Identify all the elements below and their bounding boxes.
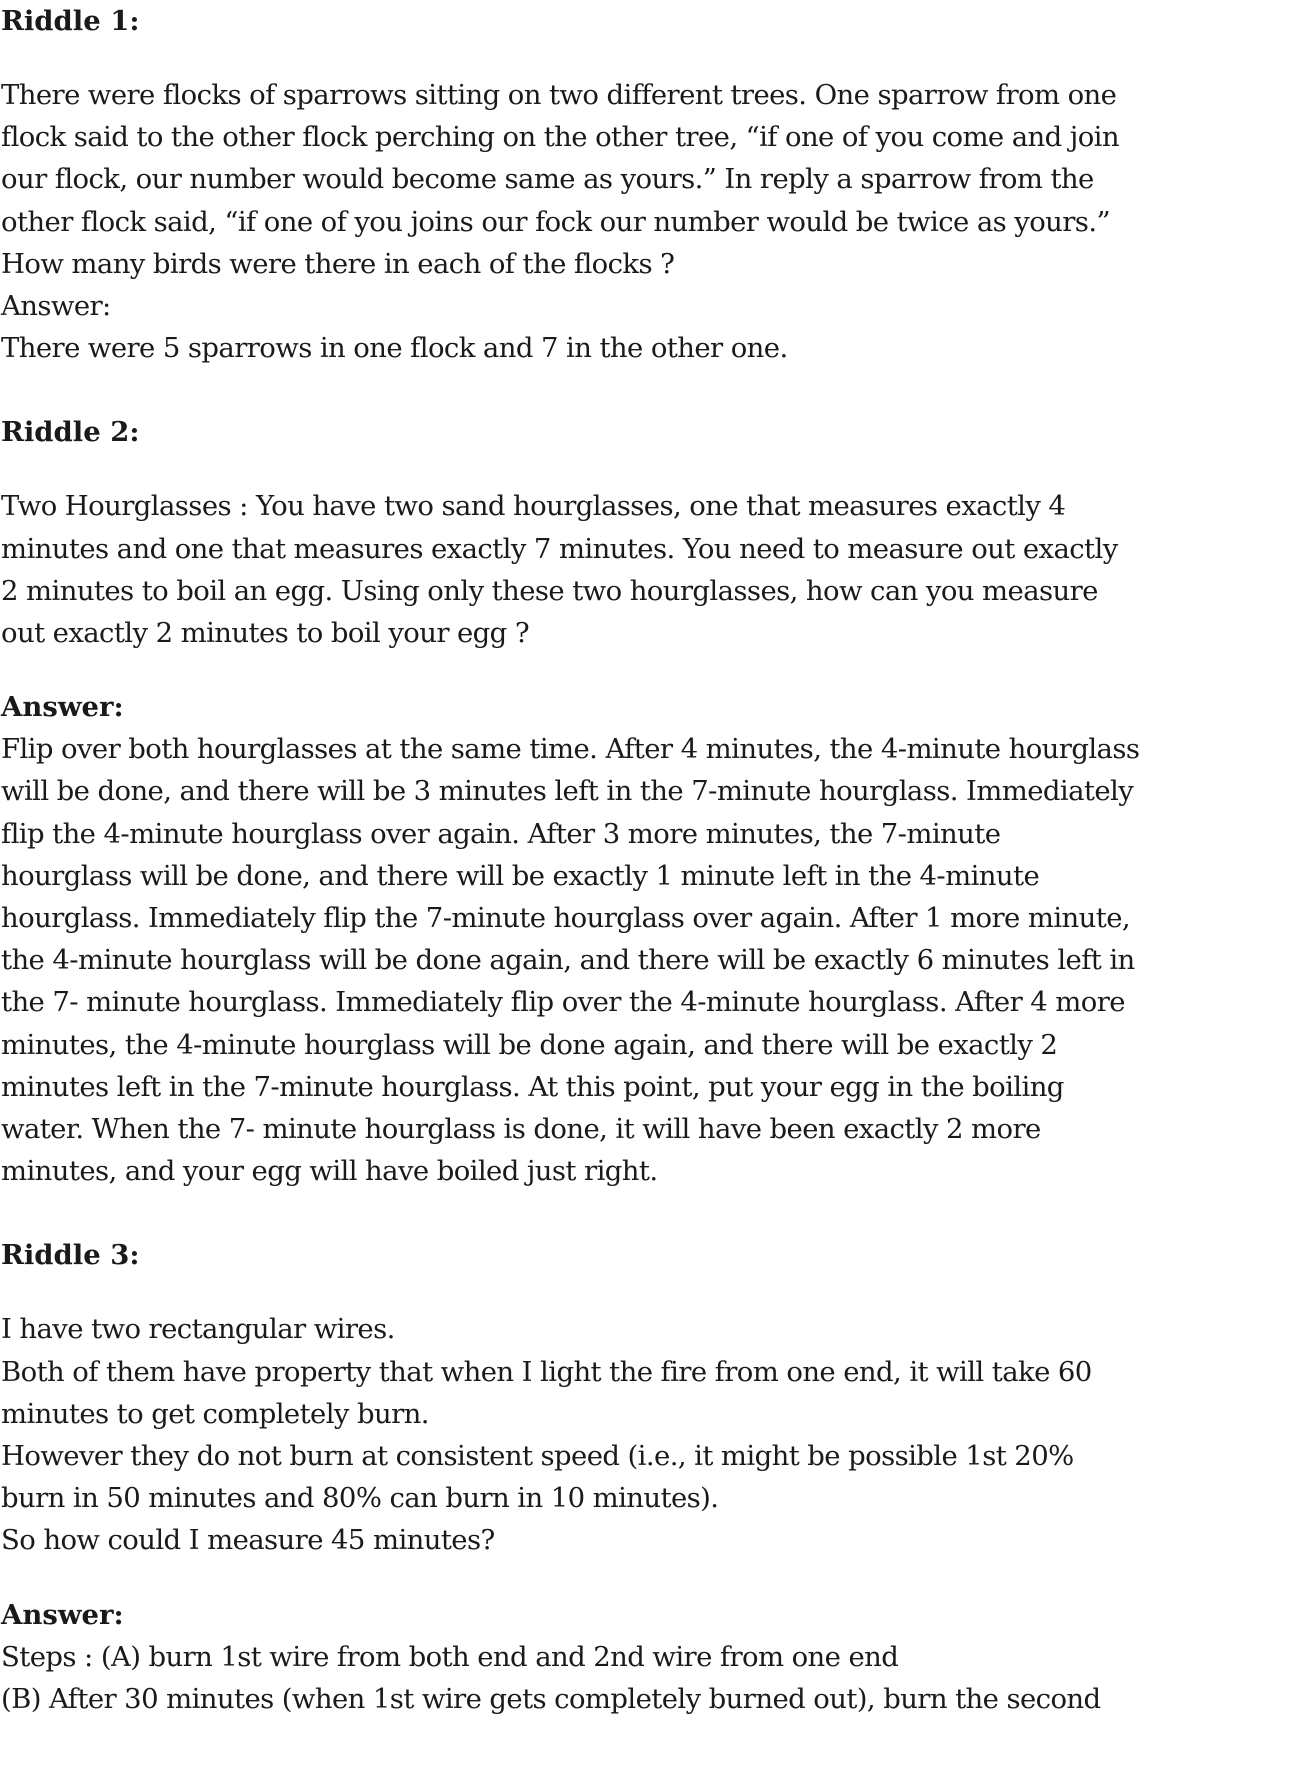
- riddle-3-line: minutes to get completely burn.: [1, 1397, 429, 1430]
- riddle-2-answer-line: the 7- minute hourglass. Immediately flip over the 4-minute hourglass. After 4 more: [1, 986, 1125, 1019]
- riddle-3-answer-label: Answer:: [1, 1598, 124, 1631]
- riddle-3-line: I have two rectangular wires.: [1, 1313, 395, 1346]
- riddle-2-answer-line: hourglass will be done, and there will be exactly 1 minute left in the 4-minute: [1, 859, 1040, 892]
- riddle-2-answer-line: flip the 4-minute hourglass over again. After 3 more minutes, the 7-minute: [1, 817, 1001, 850]
- riddle-2-answer-line: minutes left in the 7-minute hourglass. At this point, put your egg in the boiling: [1, 1070, 1064, 1103]
- riddle-2-heading: Riddle 2:: [1, 416, 140, 449]
- riddle-2-section: [1, 411, 1296, 1192]
- riddle-2-line: 2 minutes to boil an egg. Using only these two hourglasses, how can you measure: [1, 574, 1098, 607]
- riddle-1-line: How many birds were there in each of the flocks ?: [1, 247, 675, 280]
- riddle-2-line: Two Hourglasses : You have two sand hourglasses, one that measures exactly 4: [1, 490, 1066, 523]
- riddle-2-answer-line: Flip over both hourglasses at the same time. After 4 minutes, the 4-minute hourglass: [1, 733, 1140, 766]
- riddle-3-heading: Riddle 3:: [1, 1239, 140, 1272]
- riddle-3-line: However they do not burn at consistent speed (i.e., it might be possible 1st 20%: [1, 1440, 1074, 1473]
- riddle-1-line: other flock said, “if one of you joins our fock our number would be twice as yours.”: [1, 205, 1110, 238]
- riddle-2-answer-line: minutes, and your egg will have boiled just right.: [1, 1155, 658, 1188]
- riddle-3-section: [1, 1234, 1296, 1720]
- document-page: [1, 0, 1296, 1720]
- riddle-3-line: So how could I measure 45 minutes?: [1, 1524, 495, 1557]
- riddle-2-answer-line: water. When the 7- minute hourglass is done, it will have been exactly 2 more: [1, 1113, 1041, 1146]
- riddle-2-line: out exactly 2 minutes to boil your egg ?: [1, 617, 529, 650]
- riddle-3-line: burn in 50 minutes and 80% can burn in 10 minutes).: [1, 1482, 719, 1515]
- riddle-3-line: Both of them have property that when I light the fire from one end, it will take 60: [1, 1355, 1092, 1388]
- riddle-1-line: our flock, our number would become same as yours.” In reply a sparrow from the: [1, 163, 1094, 196]
- riddle-2-answer-line: hourglass. Immediately flip the 7-minute hourglass over again. After 1 more minute,: [1, 902, 1131, 935]
- riddle-2-answer-line: the 4-minute hourglass will be done again, and there will be exactly 6 minutes left in: [1, 944, 1135, 977]
- riddle-2-answer-line: will be done, and there will be 3 minutes left in the 7-minute hourglass. Immediately: [1, 775, 1134, 808]
- riddle-3-answer-line: Steps : (A) burn 1st wire from both end and 2nd wire from one end: [1, 1640, 899, 1673]
- riddle-1-heading: Riddle 1:: [1, 5, 140, 37]
- riddle-2-answer-line: minutes, the 4-minute hourglass will be done again, and there will be exactly 2: [1, 1028, 1058, 1061]
- riddle-1-line: There were flocks of sparrows sitting on two different trees. One sparrow from one: [1, 79, 1117, 111]
- riddle-3-answer-line: (B) After 30 minutes (when 1st wire gets completely burned out), burn the second: [1, 1682, 1101, 1715]
- riddle-2-answer-label: Answer:: [1, 691, 124, 724]
- riddle-1-section: [1, 0, 1296, 369]
- riddle-1-answer-line: There were 5 sparrows in one flock and 7 in the other one.: [1, 332, 788, 365]
- riddle-2-line: minutes and one that measures exactly 7 minutes. You need to measure out exactly: [1, 532, 1118, 565]
- riddle-1-answer-label: Answer:: [1, 290, 111, 323]
- riddle-1-line: flock said to the other flock perching on the other tree, “if one of you come and join: [1, 121, 1119, 154]
